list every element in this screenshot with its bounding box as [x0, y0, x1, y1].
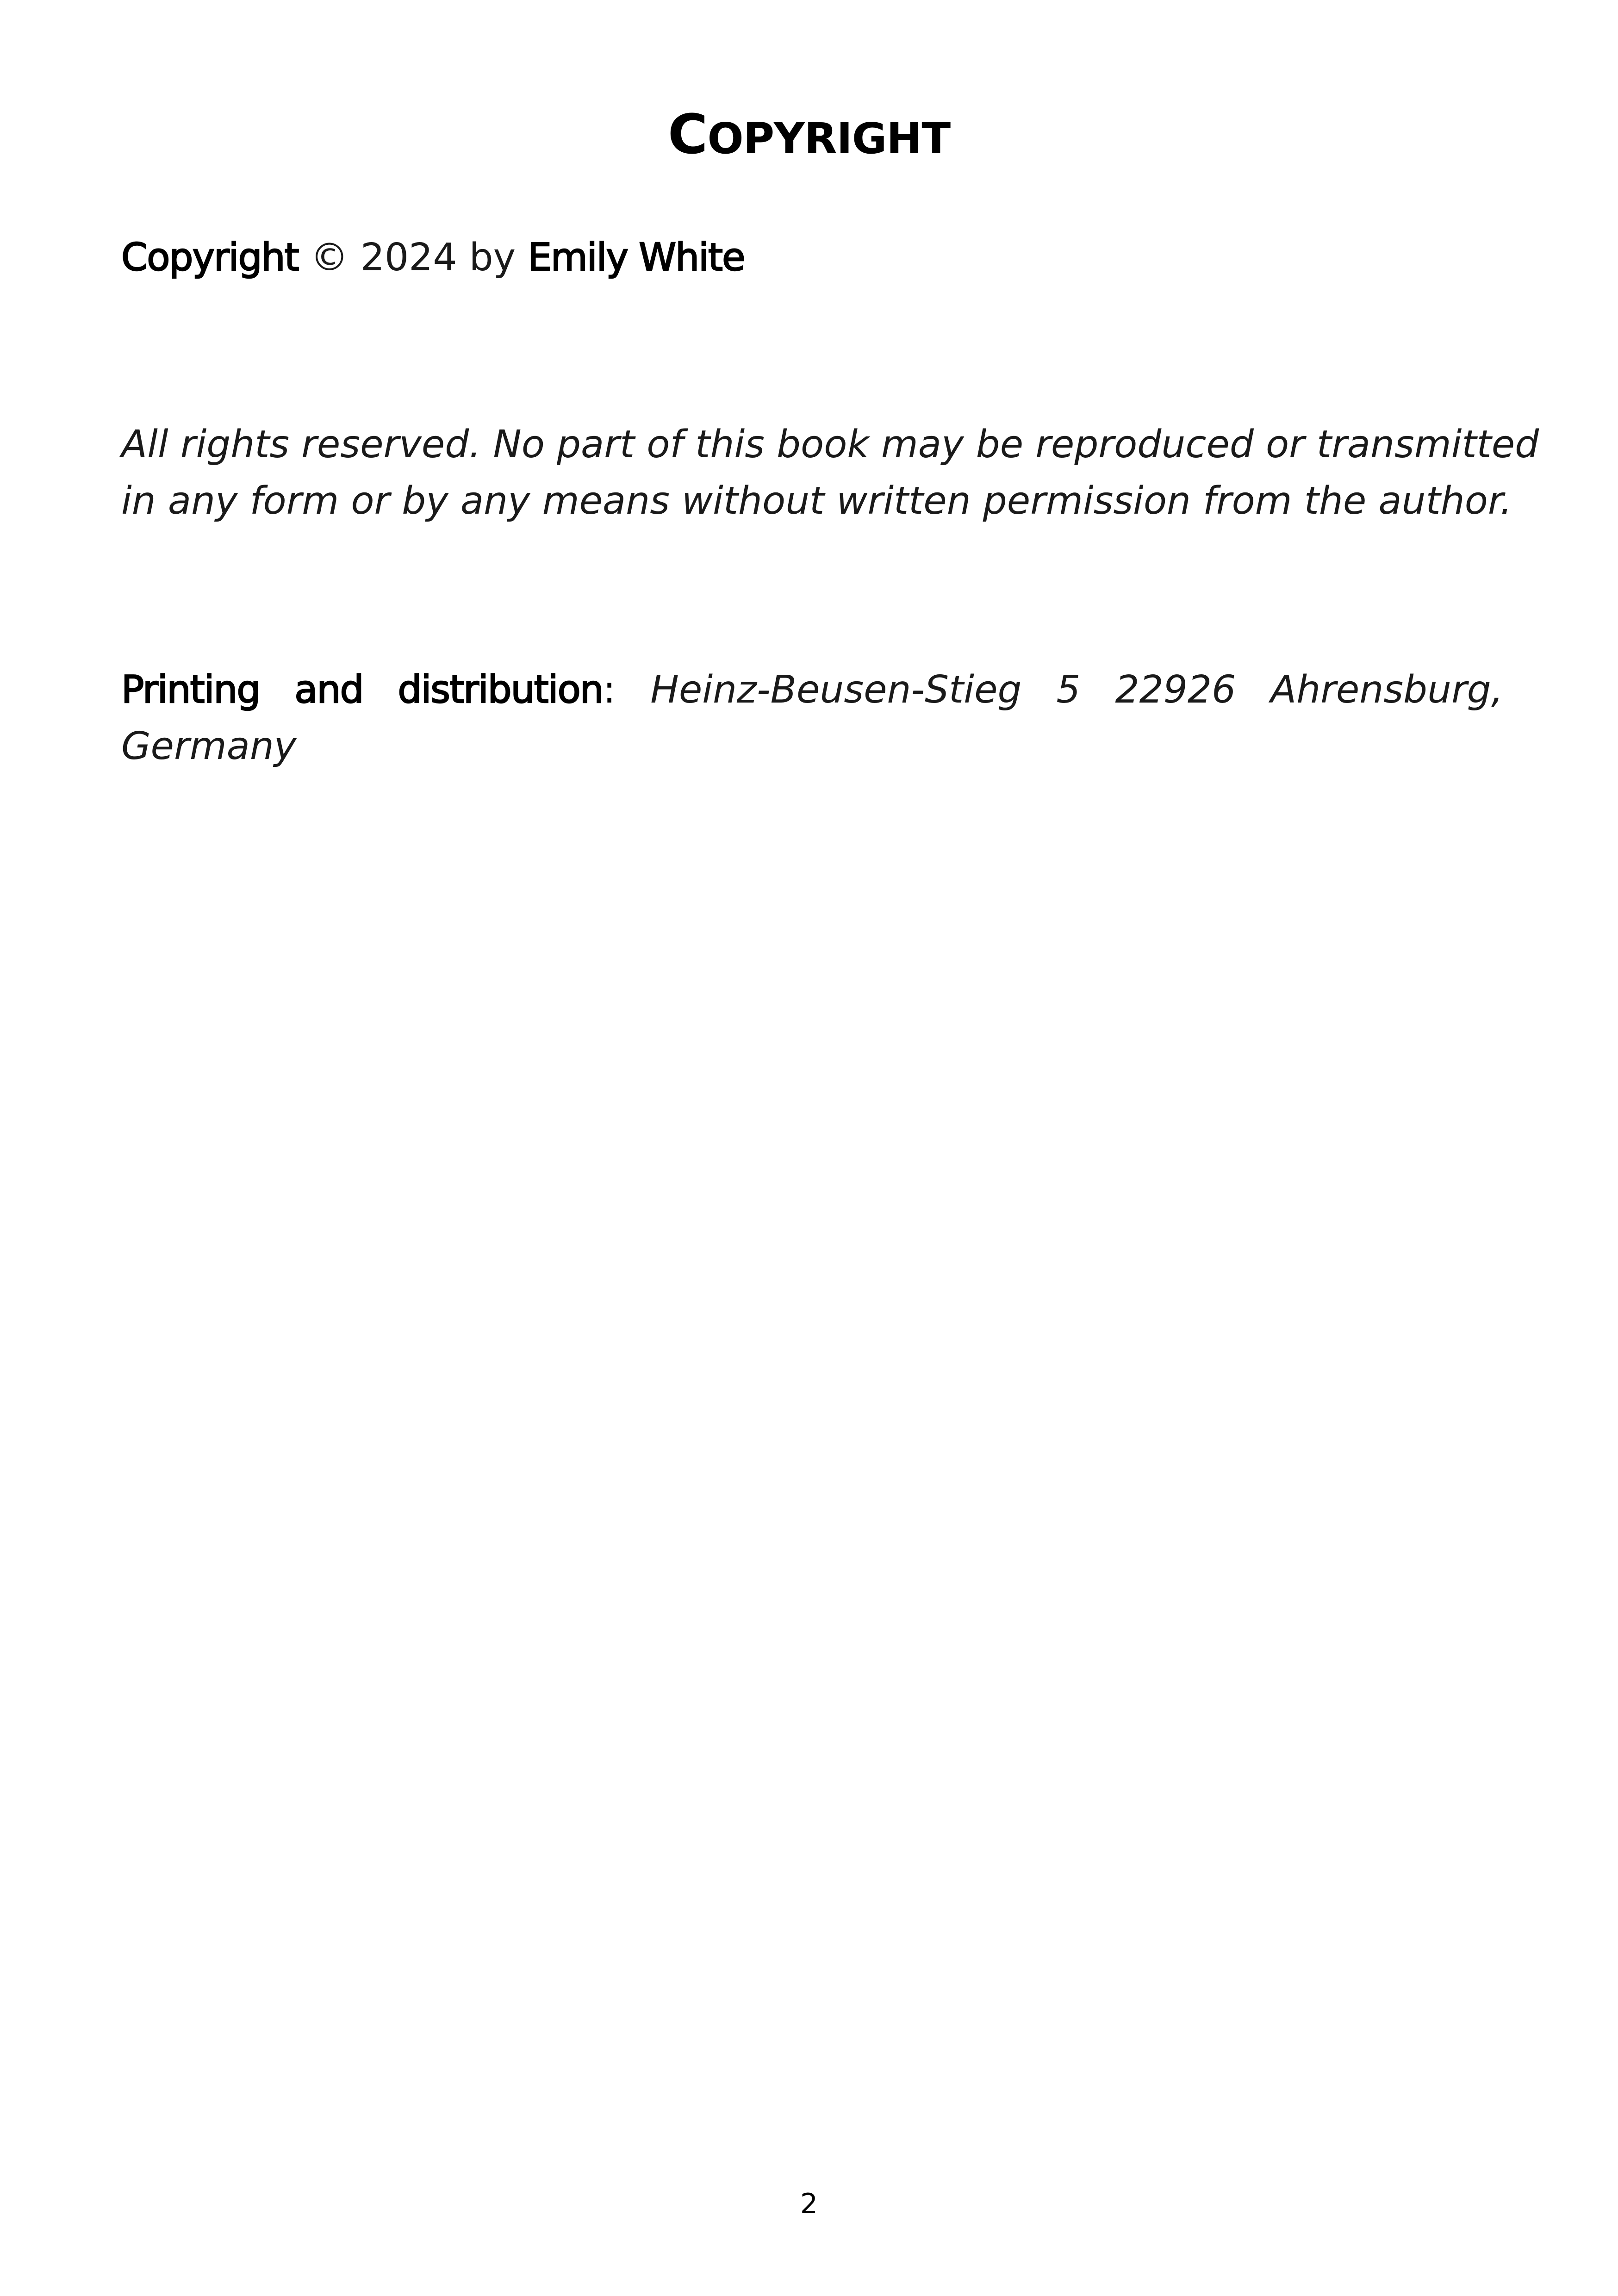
- printing-colon: :: [603, 668, 616, 712]
- copyright-line: [121, 230, 1510, 286]
- rights-notice: [121, 417, 1539, 529]
- copyright-label: Copyright: [121, 236, 299, 280]
- address-postcode: 22926: [1115, 668, 1236, 712]
- printing-label-word-1: Printing: [121, 668, 260, 712]
- printing-label-word-3: distribution: [398, 668, 603, 712]
- address-street: Heinz-Beusen-Stieg: [650, 668, 1022, 712]
- address-city: Ahrensburg,: [1270, 668, 1503, 712]
- printing-label-word-2: and: [294, 668, 363, 712]
- printing-line-1: [121, 662, 1503, 718]
- printing-distribution: [121, 662, 1503, 775]
- page-title-initial: C: [667, 102, 708, 166]
- printing-label-group: [398, 662, 616, 718]
- address-number: 5: [1056, 668, 1081, 712]
- address-country: Germany: [121, 724, 297, 768]
- page-number: 2: [800, 2188, 818, 2220]
- page-title-rest: OPYRIGHT: [707, 114, 951, 163]
- page-title: [0, 97, 1618, 176]
- rights-line-1: All rights reserved. No part of this book may be reproduced or transmitted: [121, 423, 1539, 467]
- copyright-year: © 2024 by: [310, 236, 516, 280]
- rights-line-2: in any form or by any means without written permission from the author.: [121, 479, 1512, 523]
- author-name: Emily White: [528, 236, 745, 280]
